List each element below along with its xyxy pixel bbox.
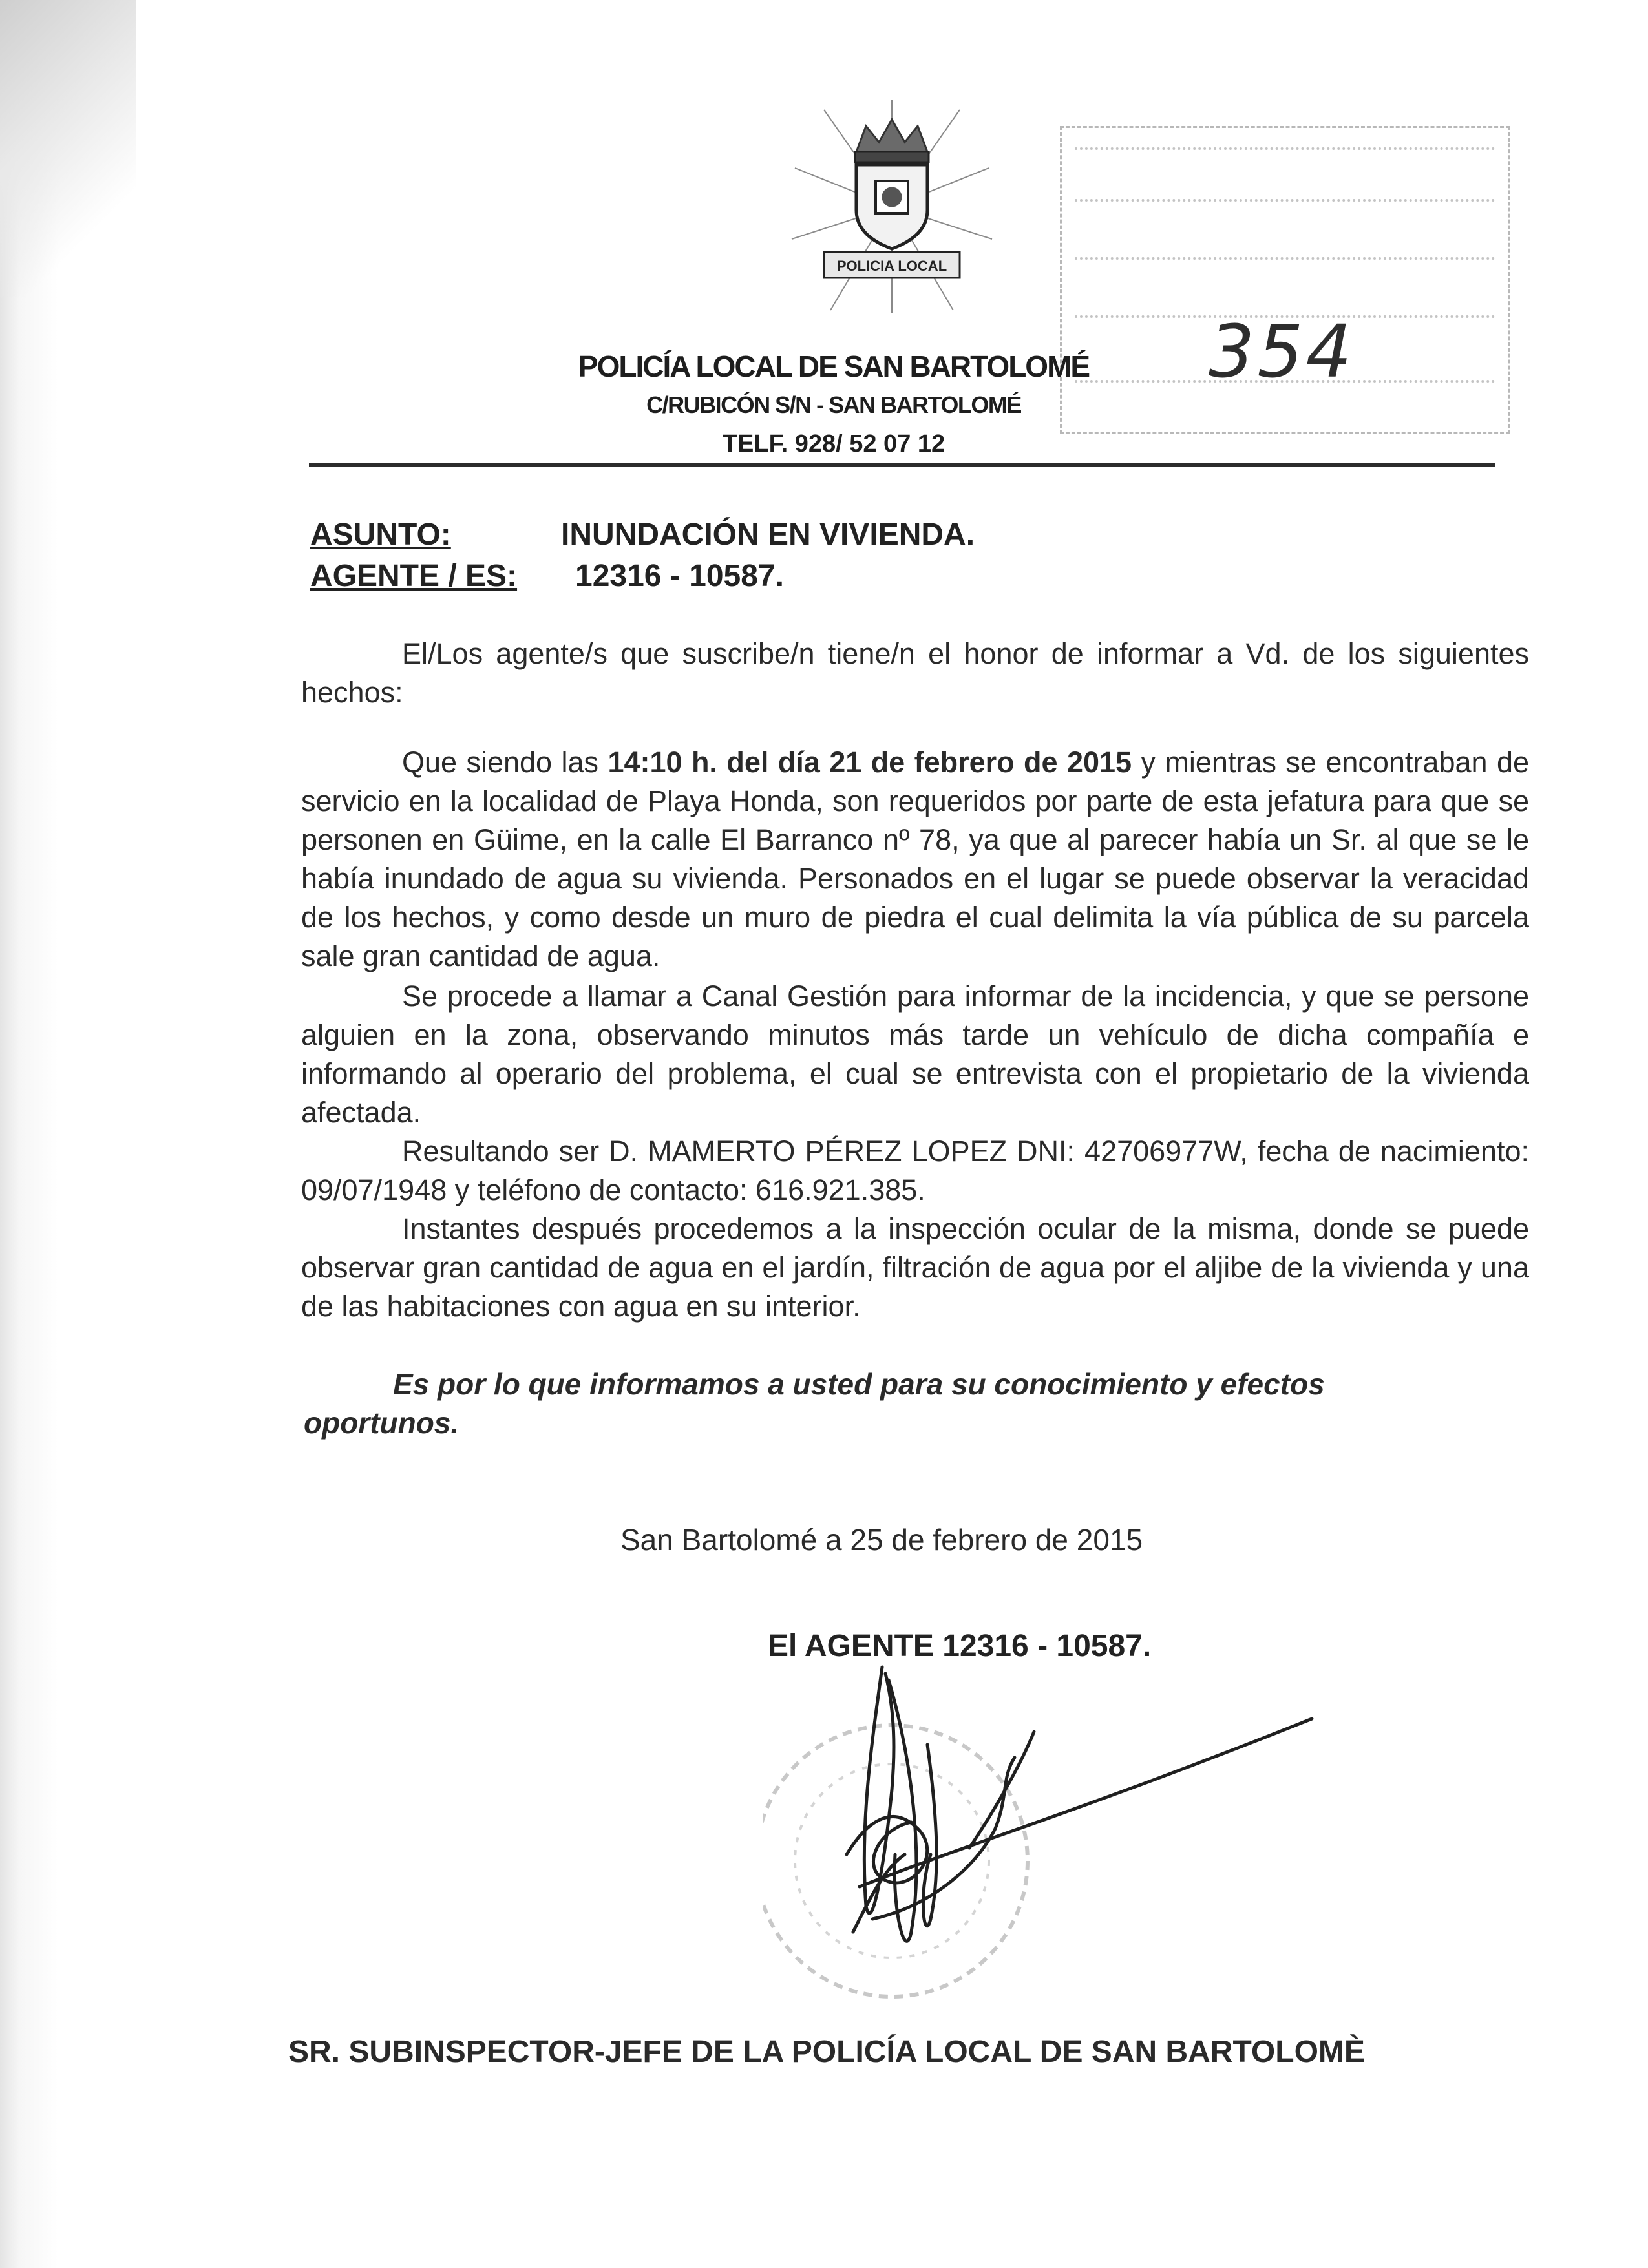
crest-banner-text: POLICIA LOCAL	[836, 258, 947, 274]
registry-number: 354	[1209, 310, 1355, 394]
agentes-label: AGENTE / ES:	[310, 559, 518, 593]
signature-and-stamp	[763, 1661, 1344, 2061]
addressee: SR. SUBINSPECTOR-JEFE DE LA POLICÍA LOCAL DE SAN BARTOLOMÈ	[288, 2035, 1365, 2069]
facts-p1-start: Que siendo las	[402, 746, 608, 779]
signer-line: El AGENTE 12316 - 10587.	[768, 1629, 1152, 1663]
asunto-value: INUNDACIÓN EN VIVIENDA.	[561, 518, 975, 552]
header-address: C/RUBICÓN S/N - SAN BARTOLOMÉ	[646, 392, 1021, 418]
closing-line-2: oportunos.	[304, 1406, 460, 1440]
agentes-value: 12316 - 10587.	[575, 559, 784, 593]
scan-left-edge-shadow	[0, 0, 142, 2268]
facts-paragraph-1	[301, 743, 1529, 976]
intro-paragraph: El/Los agente/s que suscribe/n tiene/n el honor de informar a Vd. de los siguientes hechos:	[301, 637, 1529, 709]
header-phone: TELF. 928/ 52 07 12	[722, 430, 945, 457]
facts-paragraph-2: Se procede a llamar a Canal Gestión para informar de la incidencia, y que se persone alguien en la zona, observando minutos más tarde un vehículo de dicha compañía e informando al operario del problema, el cual se entrevista con el propietario de la vivienda afectada.	[301, 980, 1529, 1129]
facts-p1-datetime: 14:10 h. del día 21 de febrero de 2015	[607, 746, 1132, 779]
facts-paragraph-4: Instantes después procedemos a la inspección ocular de la misma, donde se puede observar gran cantidad de agua en el jardín, filtración de agua por el aljibe de la vivienda y una de las habitaciones con agua en su interior.	[301, 1212, 1529, 1323]
asunto-label: ASUNTO:	[310, 518, 451, 552]
header-organization: POLICÍA LOCAL DE SAN BARTOLOMÉ	[578, 350, 1090, 383]
scan-folded-corner	[0, 0, 136, 297]
place-date: San Bartolomé a 25 de febrero de 2015	[620, 1523, 1143, 1557]
header-divider	[309, 463, 1495, 467]
closing-line-1: Es por lo que informamos a usted para su conocimiento y efectos	[393, 1367, 1325, 1401]
facts-paragraph-3: Resultando ser D. MAMERTO PÉREZ LOPEZ DNI: 42706977W, fecha de nacimiento: 09/07/1948 y teléfono de contacto: 616.921.385.	[301, 1135, 1529, 1206]
police-crest-emblem	[785, 97, 998, 317]
facts-p1-rest: y mientras se encontraban de servicio en la localidad de Playa Honda, son requeridos por parte de esta jefatura para que se personen en Güime, en la calle El Barranco nº 78, ya que al parecer había un Sr. al que se le había inundado de agua su vivienda. Personados en el lugar se puede observar la veracidad de los hechos, y como desde un muro de piedra el cual delimita la vía pública de su parcela sale gran cantidad de agua.	[301, 746, 1529, 972]
